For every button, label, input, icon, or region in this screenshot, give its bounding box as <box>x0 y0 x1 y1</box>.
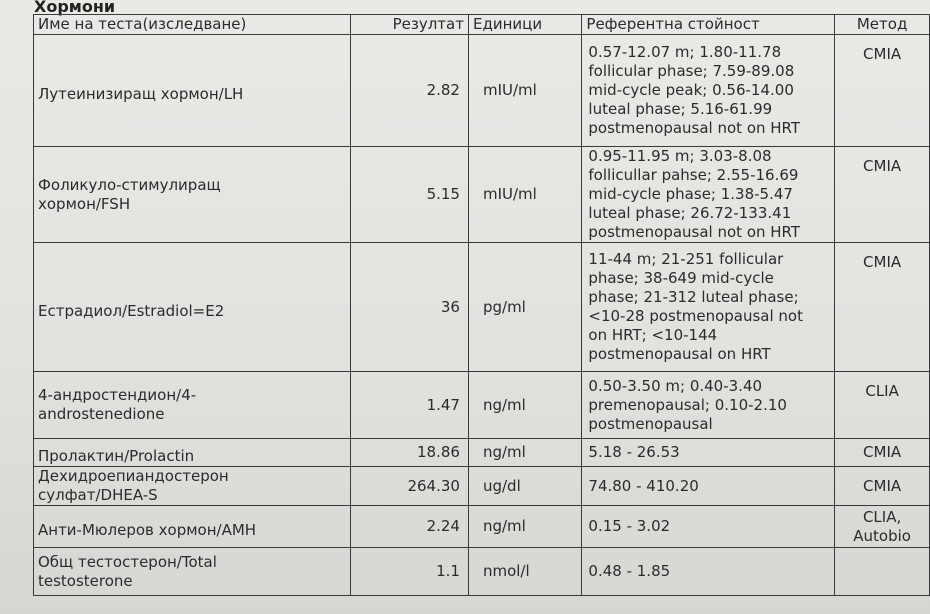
units-value: ng/ml <box>468 439 581 467</box>
table-header-row <box>34 15 930 35</box>
test-name-line: Дехидроепиандостерон <box>38 467 229 485</box>
test-name-cell <box>34 467 351 506</box>
units-value: nmol/l <box>468 548 581 596</box>
test-name-line: testosterone <box>38 571 133 590</box>
result-value: 2.82 <box>350 35 468 147</box>
reference-range-line: postmenopausal not on HRT <box>588 119 801 137</box>
column-header-reference: Референтна стойност <box>582 15 835 35</box>
table-row <box>34 439 930 467</box>
reference-range-cell <box>582 467 835 506</box>
reference-range-line: follicular phase; 7.59-89.08 <box>588 62 795 80</box>
units-value: mIU/ml <box>468 35 581 147</box>
method-line: CLIA <box>865 382 899 400</box>
method-line: Autobio <box>853 526 911 545</box>
column-header-units: Единици <box>468 15 581 35</box>
reference-range-line: postmenopausal <box>588 414 713 433</box>
reference-range-line: postmenopausal on HRT <box>588 345 771 363</box>
reference-range-cell <box>582 243 835 372</box>
test-name-line: Естрадиол/Estradiol=E2 <box>38 301 225 320</box>
method-line: CMIA <box>863 253 902 271</box>
test-name-cell <box>34 439 351 467</box>
test-name-cell <box>34 506 351 548</box>
test-name-line: сулфат/DHEA-S <box>38 486 158 504</box>
test-name-line: Пролактин/Prolactin <box>38 447 195 465</box>
reference-range-cell <box>582 548 835 596</box>
reference-range-cell <box>582 35 835 147</box>
reference-range-line: phase; 38-649 mid-cycle <box>588 269 774 287</box>
test-name-cell <box>34 548 351 596</box>
reference-range-cell <box>582 439 835 467</box>
reference-range-line: on HRT; <10-144 <box>588 326 718 344</box>
reference-range-cell <box>582 147 835 243</box>
result-value: 18.86 <box>350 439 468 467</box>
test-name-cell <box>34 372 351 439</box>
reference-range-line: luteal phase; 26.72-133.41 <box>588 204 792 222</box>
result-value: 36 <box>350 243 468 372</box>
units-value: ng/ml <box>468 372 581 439</box>
reference-range-line: 74.80 - 410.20 <box>588 476 699 495</box>
units-value: mIU/ml <box>468 147 581 243</box>
result-value: 5.15 <box>350 147 468 243</box>
method-line: CMIA <box>863 476 902 495</box>
method-cell <box>835 467 930 506</box>
column-header-name: Име на теста(изследване) <box>34 15 351 35</box>
method-line: CMIA <box>863 157 902 175</box>
reference-range-line: 0.57-12.07 m; 1.80-11.78 <box>588 43 782 61</box>
reference-range-line: postmenopausal not on HRT <box>588 223 801 241</box>
reference-range-line: luteal phase; 5.16-61.99 <box>588 100 773 118</box>
units-value: pg/ml <box>468 243 581 372</box>
column-header-method: Метод <box>835 15 930 35</box>
test-name-cell <box>34 243 351 372</box>
reference-range-line: 5.18 - 26.53 <box>588 443 680 461</box>
column-header-result: Резултат <box>350 15 468 35</box>
reference-range-line: mid-cycle phase; 1.38-5.47 <box>588 185 793 203</box>
reference-range-line: premenopausal; 0.10-2.10 <box>588 395 787 414</box>
reference-range-line: phase; 21-312 luteal phase; <box>588 288 799 306</box>
method-cell <box>835 439 930 467</box>
reference-range-line: 0.15 - 3.02 <box>588 517 671 535</box>
result-value: 2.24 <box>350 506 468 548</box>
reference-range-cell <box>582 372 835 439</box>
method-cell <box>835 506 930 548</box>
test-name-line: хормон/FSH <box>38 194 131 213</box>
table-body <box>34 35 930 596</box>
table-row <box>34 243 930 372</box>
method-cell <box>835 35 930 147</box>
test-name-line: Фоликуло-стимулиращ <box>38 175 221 194</box>
method-line: CLIA, <box>862 507 902 526</box>
test-name-line: Общ тестостерон/Total <box>38 552 217 571</box>
table-row <box>34 35 930 147</box>
section-title: Хормони <box>34 0 116 16</box>
reference-range-line: mid-cycle peak; 0.56-14.00 <box>588 81 794 99</box>
units-value: ug/dl <box>468 467 581 506</box>
reference-range-line: 11-44 m; 21-251 follicular <box>588 250 784 268</box>
reference-range-cell <box>582 506 835 548</box>
table-row <box>34 548 930 596</box>
method-line: CMIA <box>863 443 902 461</box>
table-row <box>34 147 930 243</box>
result-value: 1.1 <box>350 548 468 596</box>
units-value: ng/ml <box>468 506 581 548</box>
table-row <box>34 372 930 439</box>
test-name-line: Лутеинизиращ хормон/LH <box>38 85 244 103</box>
method-cell <box>835 548 930 596</box>
method-cell <box>835 372 930 439</box>
method-cell <box>835 243 930 372</box>
table-row <box>34 506 930 548</box>
test-name-line: Анти-Мюлеров хормон/AMH <box>38 521 257 539</box>
reference-range-line: <10-28 postmenopausal not <box>588 307 803 325</box>
test-name-cell <box>34 147 351 243</box>
result-value: 264.30 <box>350 467 468 506</box>
table-row <box>34 467 930 506</box>
reference-range-line: 0.50-3.50 m; 0.40-3.40 <box>588 376 763 395</box>
reference-range-line: 0.95-11.95 m; 3.03-8.08 <box>588 147 772 165</box>
test-name-cell <box>34 35 351 147</box>
method-line: CMIA <box>863 45 902 63</box>
result-value: 1.47 <box>350 372 468 439</box>
method-cell <box>835 147 930 243</box>
test-name-line: androstenedione <box>38 405 165 423</box>
hormones-table <box>33 14 930 596</box>
test-name-line: 4-андростендион/4- <box>38 386 197 404</box>
reference-range-line: follicullar pahse; 2.55-16.69 <box>588 166 799 184</box>
reference-range-line: 0.48 - 1.85 <box>588 562 671 580</box>
